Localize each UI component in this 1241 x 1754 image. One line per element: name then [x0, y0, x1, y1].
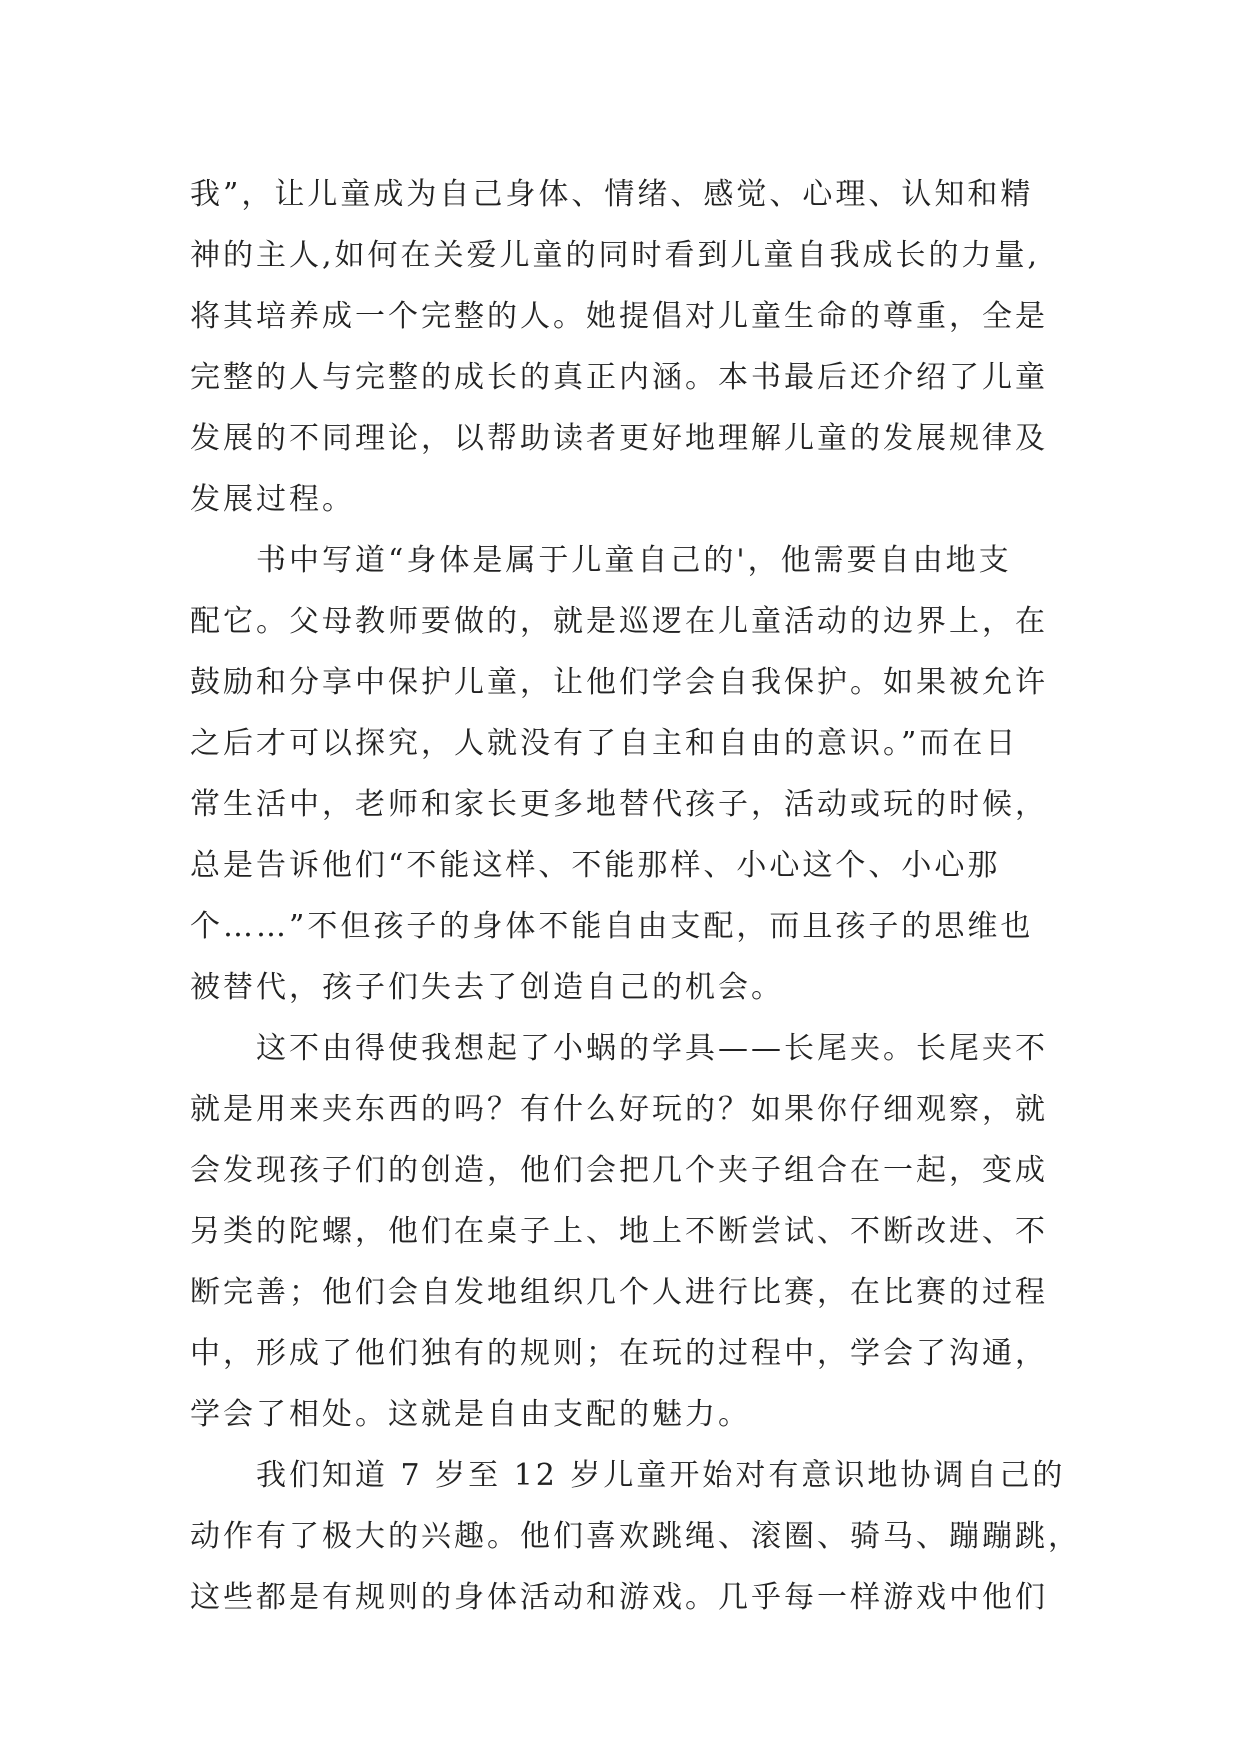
- text-line: 学会了相处。这就是自由支配的魅力。: [190, 1397, 751, 1432]
- text-line: 动作有了极大的兴趣。他们喜欢跳绳、滚圈、骑马、蹦蹦跳，: [190, 1519, 1081, 1554]
- paragraph-2: [190, 530, 1090, 1018]
- paragraph-3: [190, 1018, 1090, 1445]
- text-line: 中，形成了他们独有的规则；在玩的过程中，学会了沟通，: [190, 1336, 1048, 1371]
- text-line: 断完善；他们会自发地组织几个人进行比赛，在比赛的过程: [190, 1275, 1048, 1310]
- paragraph-4: [190, 1445, 1090, 1628]
- text-line: 之后才可以探究，人就没有了自主和自由的意识。”而在日: [190, 726, 1019, 761]
- paragraph-1: [190, 164, 1090, 530]
- text-line: 我”，让儿童成为自己身体、情绪、感觉、心理、认知和精: [190, 177, 1034, 212]
- text-line: 总是告诉他们“不能这样、不能那样、小心这个、小心那: [190, 848, 1001, 883]
- text-line: 被替代，孩子们失去了创造自己的机会。: [190, 970, 784, 1005]
- text-line: 会发现孩子们的创造，他们会把几个夹子组合在一起，变成: [190, 1153, 1048, 1188]
- text-line: 书中写道“身体是属于儿童自己的'，他需要自由地支: [256, 543, 1012, 578]
- text-line: 将其培养成一个完整的人。她提倡对儿童生命的尊重，全是: [190, 299, 1048, 334]
- text-line: 配它。父母教师要做的，就是巡逻在儿童活动的边界上，在: [190, 604, 1048, 639]
- body-text: [190, 164, 1090, 1628]
- text-line: 就是用来夹东西的吗？有什么好玩的？如果你仔细观察，就: [190, 1092, 1048, 1127]
- text-line: 个……”不但孩子的身体不能自由支配，而且孩子的思维也: [190, 909, 1034, 944]
- text-line: 发展的不同理论，以帮助读者更好地理解儿童的发展规律及: [190, 421, 1048, 456]
- text-line: 我们知道 7 岁至 12 岁儿童开始对有意识地协调自己的: [256, 1458, 1066, 1493]
- text-line: 神的主人,如何在关爱儿童的同时看到儿童自我成长的力量,: [190, 238, 1041, 273]
- text-line: 鼓励和分享中保护儿童，让他们学会自我保护。如果被允许: [190, 665, 1048, 700]
- text-line: 这不由得使我想起了小蜗的学具——长尾夹。长尾夹不: [256, 1031, 1048, 1066]
- text-line: 这些都是有规则的身体活动和游戏。几乎每一样游戏中他们: [190, 1580, 1048, 1615]
- text-line: 发展过程。: [190, 482, 355, 517]
- text-line: 完整的人与完整的成长的真正内涵。本书最后还介绍了儿童: [190, 360, 1048, 395]
- text-line: 另类的陀螺，他们在桌子上、地上不断尝试、不断改进、不: [190, 1214, 1048, 1249]
- text-line: 常生活中，老师和家长更多地替代孩子，活动或玩的时候，: [190, 787, 1048, 822]
